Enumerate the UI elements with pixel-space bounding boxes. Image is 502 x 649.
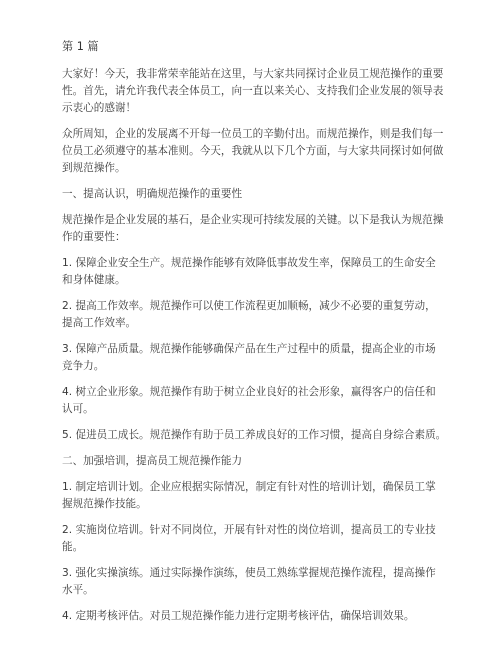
paragraph-context [62, 126, 444, 177]
text-line: 1. 制定培训计划。企业应根据实际情况，制定有针对性的培训计划，确保员工掌 [62, 481, 436, 493]
list-item-importance-5 [62, 427, 447, 444]
list-item-training-4 [62, 608, 440, 625]
text-line: 位员工必须遵守的基本准则。今天，我就从以下几个方面，与大家共同探讨如何做 [62, 145, 444, 157]
paragraph-importance-intro [62, 212, 444, 246]
section-heading-1 [62, 186, 440, 203]
text-line: 3. 保障产品质量。规范操作能够确保产品在生产过程中的质量，提高企业的市场 [62, 343, 436, 355]
text-line: 大家好！今天，我非常荣幸能站在这里，与大家共同探讨企业员工规范操作的重要 [62, 68, 444, 80]
list-item-training-1 [62, 479, 440, 513]
list-item-training-2 [62, 522, 440, 556]
text-line: 提高工作效率。 [62, 317, 137, 329]
text-line: 示衷心的感谢！ [62, 102, 137, 114]
text-line: 3. 强化实操演练。通过实际操作演练，使员工熟练掌握规范操作流程，提高操作 [62, 567, 436, 579]
text-line: 握规范操作技能。 [62, 498, 147, 510]
text-line: 作的重要性： [62, 231, 126, 243]
section-heading-2 [62, 453, 440, 470]
text-line: 竞争力。 [62, 360, 105, 372]
list-item-importance-4 [62, 384, 440, 418]
text-line: 水平。 [62, 584, 94, 596]
text-line: 4. 定期考核评估。对员工规范操作能力进行定期考核评估，确保培训效果。 [62, 610, 415, 622]
text-line: 5. 促进员工成长。规范操作有助于员工养成良好的工作习惯，提高自身综合素质。 [62, 429, 447, 441]
paragraph-intro [62, 66, 444, 117]
heading-text: 二、加强培训，提高员工规范操作能力 [62, 455, 243, 467]
text-line: 4. 树立企业形象。规范操作有助于树立企业良好的社会形象，赢得客户的信任和 [62, 386, 436, 398]
heading-text: 一、提高认识，明确规范操作的重要性 [62, 188, 243, 200]
text-line: 规范操作是企业发展的基石，是企业实现可持续发展的关键。以下是我认为规范操 [62, 214, 444, 226]
text-line: 能。 [62, 541, 84, 553]
document-title: 第 1 篇 [62, 40, 99, 53]
text-line: 和身体健康。 [62, 274, 126, 286]
list-item-importance-3 [62, 341, 440, 375]
text-line: 2. 提高工作效率。规范操作可以使工作流程更加顺畅，减少不必要的重复劳动， [62, 300, 436, 312]
text-line: 性。首先，请允许我代表全体员工，向一直以来关心、支持我们企业发展的领导表 [62, 85, 444, 97]
list-item-importance-1 [62, 255, 440, 289]
text-line: 1. 保障企业安全生产。规范操作能够有效降低事故发生率，保障员工的生命安全 [62, 257, 436, 269]
text-line: 到规范操作。 [62, 162, 126, 174]
text-line: 认可。 [62, 403, 94, 415]
document-body [62, 38, 447, 634]
text-line: 2. 实施岗位培训。针对不同岗位，开展有针对性的岗位培训，提高员工的专业技 [62, 524, 436, 536]
text-line: 众所周知，企业的发展离不开每一位员工的辛勤付出。而规范操作，则是我们每一 [62, 128, 444, 140]
list-item-importance-2 [62, 298, 440, 332]
list-item-training-3 [62, 565, 440, 599]
